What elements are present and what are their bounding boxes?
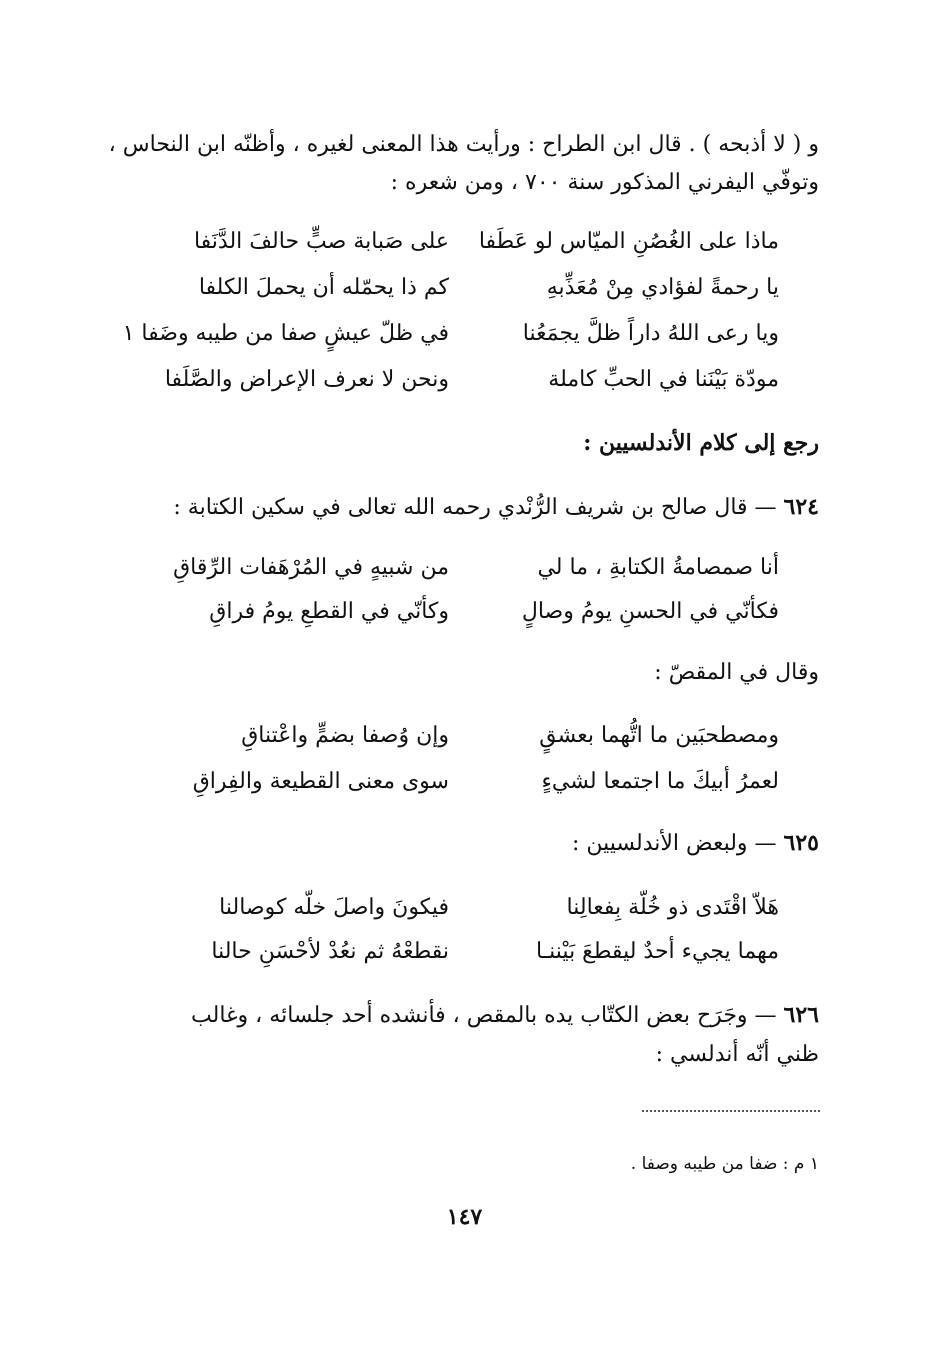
verse [159, 716, 779, 756]
section-heading: رجع إلى كلام الأندلسيين : [583, 430, 819, 456]
verse-second-hemistich: كم ذا يحمّله أن يحملَ الكلفا [198, 275, 449, 300]
entry-number: ٦٢٥ [783, 830, 819, 856]
verse-first-hemistich: مهما يجيء أحدٌ ليقطعَ بَيْننـا [536, 939, 779, 964]
verse-second-hemistich: في ظلّ عيشٍ صفا من طيبه وضَفا ١ [122, 321, 449, 346]
footnote-separator [642, 1110, 820, 1112]
entry-text: — قال صالح بن شريف الرُّنْدي رحمه الله تعالى في سكين الكتابة : [173, 495, 777, 520]
verse [159, 888, 779, 928]
verse-second-hemistich: وإن وُصفا بضمٍّ واعْتناقِ [241, 723, 449, 748]
entry-number: ٦٢٤ [783, 494, 819, 520]
intro-line-2: وتوفّي اليفرني المذكور سنة ٧٠٠ ، ومن شعره : [390, 170, 819, 195]
verse-second-hemistich: وكأنّي في القطعِ يومُ فراقِ [209, 599, 449, 624]
verse [159, 932, 779, 972]
entry-text: — وجَرَح بعض الكتّاب يده بالمقص ، فأنشده أحد جلسائه ، وغالب [191, 1003, 777, 1028]
verse-first-hemistich: فكأنّي في الحسنِ يومُ وصالٍ [521, 599, 779, 624]
verse [159, 592, 779, 632]
entry-624 [104, 490, 819, 525]
verse-second-hemistich: على صَبابة صبٍّ حالفَ الدَّنَفا [193, 229, 449, 254]
verse [159, 548, 779, 588]
entry-626 [104, 998, 819, 1033]
verse-second-hemistich: من شبيهٍ في المُرْهَفات الرِّقاقِ [173, 555, 449, 580]
verse-first-hemistich: أنا صمصامةُ الكتابةِ ، ما لي [537, 555, 779, 580]
entry-number: ٦٢٦ [783, 1002, 819, 1028]
verse [159, 268, 779, 308]
verse-first-hemistich: لعمرُ أبيكَ ما اجتمعا لشيءٍ [541, 769, 779, 794]
verse-second-hemistich: فيكونَ واصلَ خلّه كوصالنا [219, 895, 449, 920]
verse-first-hemistich: مودّة بَيْنَنا في الحبِّ كاملة [548, 367, 779, 392]
scissors-intro: وقال في المقصّ : [654, 660, 819, 685]
entry-text: — ولبعض الأندلسيين : [571, 831, 777, 856]
verse-first-hemistich: يا رحمةً لفؤادي مِنْ مُعَذِّبهِ [546, 275, 779, 300]
footnote: ١ م : ضفا من طيبه وصفا . [630, 1154, 819, 1174]
verse-second-hemistich: سوى معنى القطيعة والفِراقِ [192, 769, 449, 794]
verse-second-hemistich: ونحن لا نعرف الإعراض والصَّلَفا [164, 367, 449, 392]
entry-625 [104, 826, 819, 861]
verse-second-hemistich: نقطعْهُ ثم نعُدْ لأحْسَنِ حالنا [211, 939, 449, 964]
verse [159, 360, 779, 400]
verse [159, 222, 779, 262]
entry-626-line-2: ظني أنّه أندلسي : [655, 1042, 819, 1067]
intro-line-1: و ( لا أذبحه ) . قال ابن الطراح : ورأيت هذا المعنى لغيره ، وأظنّه ابن النحاس ، [108, 132, 819, 157]
verse-first-hemistich: ومصطحبَين ما اتُّهما بعشقٍ [539, 723, 779, 748]
verse [122, 314, 779, 354]
verse-first-hemistich: ماذا على الغُصُنِ الميّاس لو عَطَفا [478, 229, 779, 254]
verse [159, 762, 779, 802]
verse-first-hemistich: ويا رعى اللهُ داراً ظلَّ يجمَعُنا [522, 321, 779, 346]
page-number: ١٤٧ [446, 1204, 483, 1230]
verse-first-hemistich: هَلاّ اقْتَدى ذو خُلّة بِفعالِنا [566, 895, 779, 920]
